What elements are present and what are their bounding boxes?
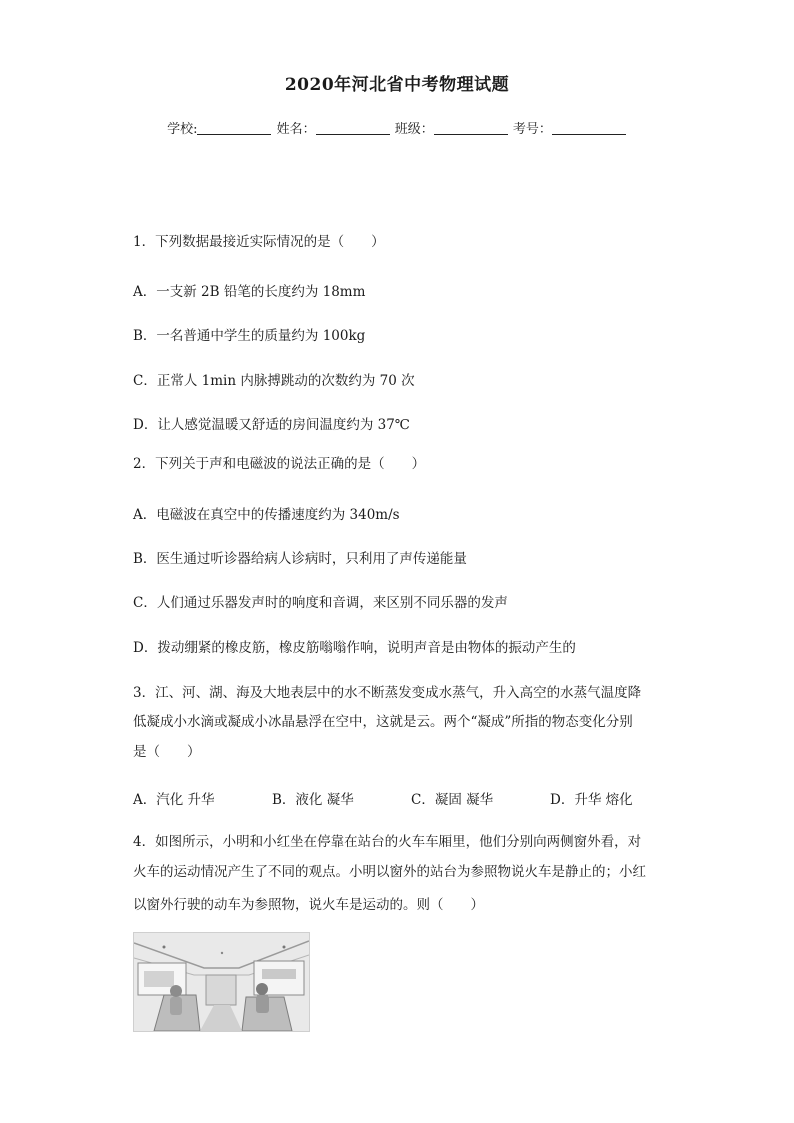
school-label: 学校: bbox=[167, 122, 198, 137]
name-blank[interactable] bbox=[316, 122, 390, 135]
question-3-option-c: C．凝固 凝华 bbox=[411, 792, 494, 808]
question-4-stem-line-1: 4．如图所示，小明和小红坐在停靠在站台的火车车厢里，他们分别向两侧窗外看，对 bbox=[133, 834, 642, 850]
question-3-stem-line-3: 是（ ） bbox=[133, 744, 201, 760]
exam-number-label: 考号： bbox=[512, 122, 552, 137]
question-3-options bbox=[133, 788, 693, 808]
question-1-option-d: D．让人感觉温暖又舒适的房间温度约为 37℃ bbox=[133, 417, 410, 433]
class-label: 班级： bbox=[394, 122, 434, 137]
train-interior-drawing bbox=[134, 933, 309, 1031]
question-3-option-d: D．升华 熔化 bbox=[550, 792, 633, 808]
train-interior-image bbox=[133, 932, 310, 1032]
question-4-stem-line-3: 以窗外行驶的动车为参照物，说火车是运动的。则（ ） bbox=[133, 897, 484, 913]
question-1-option-c: C．正常人 1min 内脉搏跳动的次数约为 70 次 bbox=[133, 373, 415, 389]
question-2-option-c: C．人们通过乐器发声时的响度和音调，来区别不同乐器的发声 bbox=[133, 595, 508, 611]
question-3-option-b: B．液化 凝华 bbox=[272, 792, 354, 808]
page-title: 2020年河北省中考物理试题 bbox=[284, 75, 510, 95]
question-2-option-a: A．电磁波在真空中的传播速度约为 340m/s bbox=[133, 507, 400, 523]
question-3-option-a: A．汽化 升华 bbox=[133, 792, 215, 808]
question-2-option-b: B．医生通过听诊器给病人诊病时，只利用了声传递能量 bbox=[133, 551, 467, 567]
school-blank[interactable] bbox=[197, 122, 271, 135]
question-1-option-b: B．一名普通中学生的质量约为 100kg bbox=[133, 328, 366, 344]
question-3-stem-line-1: 3．江、河、湖、海及大地表层中的水不断蒸发变成水蒸气，升入高空的水蒸气温度降 bbox=[133, 685, 642, 701]
question-2-option-d: D．拨动绷紧的橡皮筋，橡皮筋嗡嗡作响，说明声音是由物体的振动产生的 bbox=[133, 640, 576, 656]
question-1-option-a: A．一支新 2B 铅笔的长度约为 18mm bbox=[133, 284, 366, 300]
question-3-stem-line-2: 低凝成小水滴或凝成小冰晶悬浮在空中，这就是云。两个“凝成”所指的物态变化分别 bbox=[133, 714, 633, 730]
class-blank[interactable] bbox=[434, 122, 508, 135]
question-1-stem: 1．下列数据最接近实际情况的是（ ） bbox=[133, 234, 385, 250]
name-label: 姓名： bbox=[276, 122, 316, 137]
question-2-stem: 2．下列关于声和电磁波的说法正确的是（ ） bbox=[133, 456, 426, 472]
question-4-stem-line-2: 火车的运动情况产生了不同的观点。小明以窗外的站台为参照物说火车是静止的；小红 bbox=[133, 864, 646, 880]
exam-number-blank[interactable] bbox=[552, 122, 626, 135]
student-info-line bbox=[0, 118, 794, 137]
